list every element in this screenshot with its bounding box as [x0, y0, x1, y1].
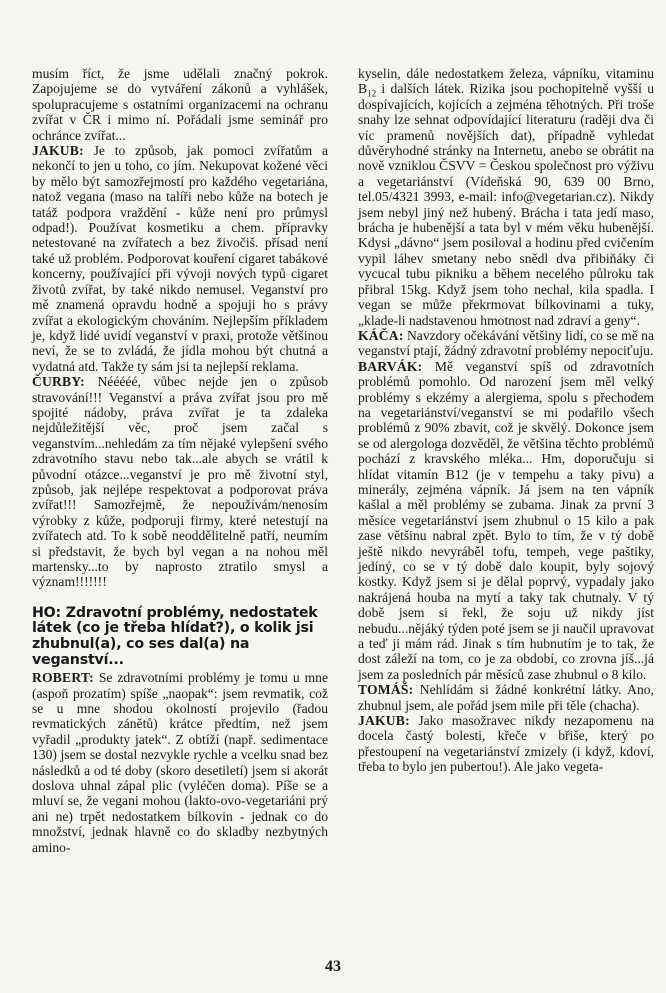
intro-text-rest: i dalších látek. Rizika jsou pochopitelně vyšší u dospívajících, kojících a zejména těhotných. Při troše snahy lze sehnat odpovídající literaturu (raději dva či víc pramenů novějších dat), případně vyhledat důvěryhodné stránky na Internetu, anebo se obrátit na nově vzniklou ČSVV = Českou společnost pro výživu a vegetariánství (Vídeňská 90, 639 00 Brno, tel.05/4321 3993, e-mail: info@vegetarian.cz). Nikdy jsem nebyl jiný než hubený. Brácha i tata jedí maso, brácha je hubenější a tata byl v mém věku hubenější. Kdysi „dávno“ jsem posiloval a hodinu před cvičením vypil láhev smetany nebo snědl dva přibiňáky či vycucal tubu pikniku a během neceléhо půlroku tak přibral 15kg. Když jsem toho nechal, kila spadla. I vegan se může překrmovat bílkovinami a tuky, „klade-li nadstavenou hmotnost nad zdraví a geny“.: [358, 81, 654, 328]
speaker-name: ROBERT:: [32, 670, 94, 686]
answer-paragraph: [32, 670, 328, 855]
answer-text: Je to způsob, jak pomoci zvířatům a nekončí to jen u toho, co jím. Nekupovat kožené věci by mělo být samozřejmostí pro každého vegetariána, natož vegana (maso na talíři nebo kůže na botech je tatáž podpora vraždění - kůže není pro průmysl odpad!). Používat kosmetiku a chem. přípravky netestované na zvířatech a bez živočiš. přísad není také už problém. Podporovat kouření cigaret tabákové koncerny, používající při vývoji nových typů cigaret životů zvířat, by také nikdo nemusel. Veganství pro mě znamená opravdu hodně a spojuji ho s právy zvířat a ekologickým chováním. Nejlepším příkladem je, když lidé uvidí veganství v praxi, protože většinou neví, že se to zvládá, že jídla mohou být chutná a vydatná atd. Takže ty sám jsi ta nejlepší reklama.: [32, 143, 328, 374]
vitamin-subscript: 12: [367, 89, 377, 100]
left-intro-paragraph: musím říct, že jsme udělali značný pokrok. Zapojujeme se do vytváření zákonů a vyhlášek, spolupracujeme s ostatními organizacemi na ochranu zvířat v ČR i mimo ní. Pořádali jsme seminář pro ochránce zvířat...: [32, 66, 328, 143]
answer-text: Jako masožravec nikdy nezapomenu na docela častý bolesti, křeče v břiše, který po přestoupení na vegetariánství zmizely (i když, kdoví, třeba to bylo jen pubertou!). Ale jako vegeta-: [358, 713, 654, 775]
answer-text: Se zdravotními problémy je tomu u mne (aspoň prozatím) spíše „naopak“: jsem revmatik, což se u mne shodou okolností projevilo (řadou revmatických zánětů) krátce předtím, než jsem vyřadil „produkty jatek“. Z obtíží (např. sedimentace 130) jsem se dostal nezvykle rychle a vcelku snad bez následků a od té doby (skoro desetiletí) jsem si akorát doslova uhnal zápal plic (vyléčen doma). Píše se a mluví se, že vegani mohou (lakto-ovo-vegetariáni prý ani ne) trpět nedostatkem bílkovin - jednak co do množství, jednak hlavně co do skladby nezbytných amino-: [32, 670, 328, 855]
page-number: 43: [325, 958, 341, 975]
speaker-name: ČURBY:: [32, 374, 85, 390]
answer-text: Nééééé, vůbec nejde jen o způsob stravování!!! Veganství a práva zvířat jsou pro mě spojité nádoby, práva zvířat je ta zdaleka nejdůležitější věc, proč jsem začal s veganstvím...nehledám za tím nějaké vylepšení svého zdravotního stavu nebo tak...ale abych se vrátil k původní otázce...veganství je pro mě životní styl, způsob, jak nejlépe respektovat a podporovat práva zvířat!!! Samozřejmě, že nepoužívám/nenosím výrobky z kůže, podporuji firmy, které netestují na zvířatech atd. To k sobě neoddělitelně patří, neumím si představit, že bych byl vegan a na nohou měl martensky...to by naprosto ztratilo smysl a význam!!!!!!!: [32, 374, 328, 590]
answer-paragraph: [358, 682, 654, 713]
right-column: [358, 66, 654, 775]
answer-paragraph: [32, 374, 328, 590]
question-heading: HO: Zdravotní problémy, nedostatek látek (co je třeba hlídat?), o kolik jsi zhubnul(a), co ses dal(a) na veganství...: [32, 604, 318, 668]
intro-text-start: kyselin, dále nedostatkem železa, vápníku, vitaminu B: [358, 66, 654, 97]
speaker-name: TOMÁŠ:: [358, 682, 414, 698]
answer-text: Navzdory očekávání většiny lidí, co se mě na veganství ptají, žádný zdravotní problémy nepociťuju.: [358, 327, 654, 359]
answer-paragraph: [358, 713, 654, 775]
speaker-name: JAKUB:: [358, 713, 410, 729]
answer-paragraph: [32, 143, 328, 374]
answer-text: Nehlídám si žádné konkrétní látky. Ano, zhubnul jsem, ale pořád jsem mile při těle (chacha).: [358, 682, 654, 713]
answer-paragraph: [358, 359, 654, 683]
answer-text: Mě veganství spíš od zdravotních problémů pomohlo. Od narození jsem měl velký problémy s ekzémy a alergiema, spolu s přechodem na vegetariánství/veganství se mi podařilo všech problémů z 90% zbavit, což je skvělý. Dokonce jsem se od alergologa dozvěděl, že většina těchto problémů pochází z kravského mléka... Hm, doporučuju si hlídat vitamín B12 (je v tempehu a taky pivu) a minerály, zejména vápník. Já jsem na ten vápník kašlal a měl problémy se zubama. Jinak za první 3 měsíce vegetariánství jsem zhubnul o 15 kilo a pak zase většinu nabral zpět. Bylo to tím, že v tý době ještě nikdo nevyráběl tofu, tempeh, vege paštiky, jedíný, co se v tý době dalo koupit, byly sojový kostky. Když jsem si je dělal poprvý, vypadaly jako nakrájená houba na mytí a taky tak chutnaly. V tý době jsem si řekl, že soju už nikdy jíst nebudu...nějáký týden poté jsem se ji naučil upravovat a teď ji mám rád. Jinak s tím hubnutím je to tak, že dost záleží na tom, co je za období, co zrovna jíš...já jsem za posledních pár měsíců zase zhubnul o 8 kilo.: [358, 358, 654, 682]
left-column: [32, 66, 328, 855]
speaker-name: KÁČA:: [358, 327, 404, 343]
right-intro-paragraph: [358, 66, 654, 328]
answer-paragraph: [358, 328, 654, 359]
speaker-name: JAKUB:: [32, 143, 84, 159]
speaker-name: BARVÁK:: [358, 358, 423, 374]
